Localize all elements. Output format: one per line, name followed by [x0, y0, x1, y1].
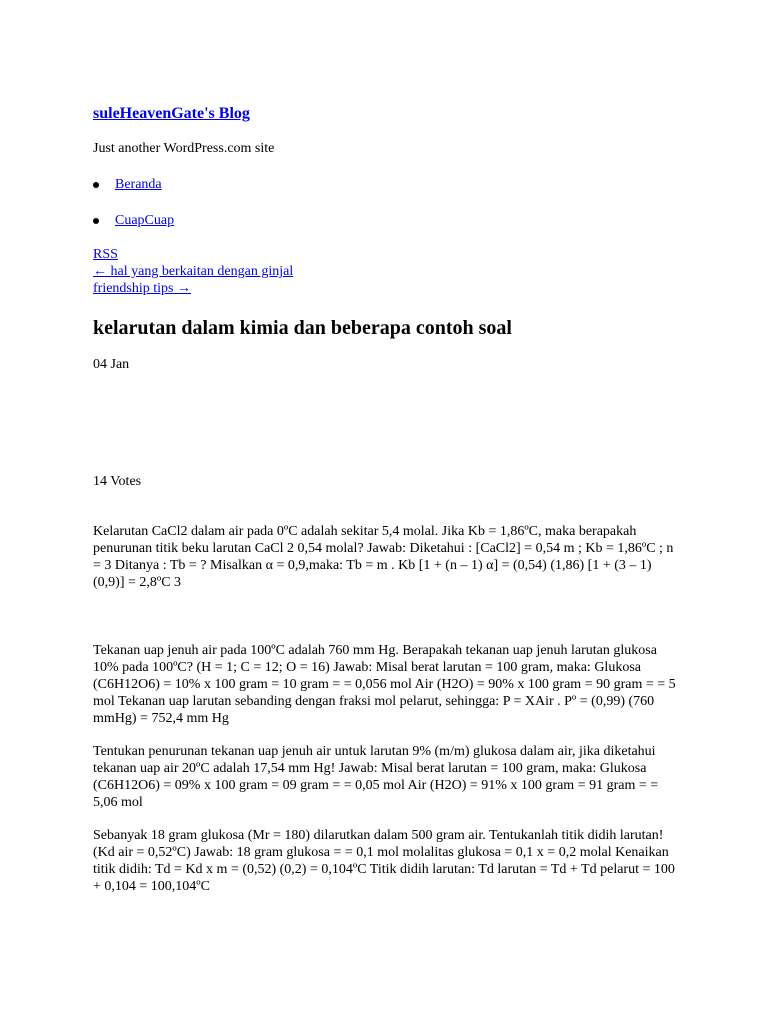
post-paragraph-1: Kelarutan CaCl2 dalam air pada 0ºC adalah sekitar 5,4 molal. Jika Kb = 1,86ºC, maka berapakah penurunan titik beku larutan CaCl 2 0,54 molal? Jawab: Diketahui : [CaCl2] = 0,54 m ; Kb = 1,86ºC ; n = 3 Ditanya : Tb = ? Misalkan α = 0,9,maka: Tb = m . Kb [1 + (n – 1) α] = (0,54) (1,86) [1 + (3 – 1) (0,9)] = 2,8ºC 3 [93, 524, 674, 590]
post-paragraph-3: Tentukan penurunan tekanan uap jenuh air untuk larutan 9% (m/m) glukosa dalam air, jika diketahui tekanan uap air 20ºC adalah 17,54 mm Hg! Jawab: Misal berat larutan = 100 gram, maka: Glukosa (C6H12O6) = 09% x 100 gram = 09 gram = = 0,05 mol Air (H2O) = 91% x 100 gram = 91 gram = = 5,06 mol [93, 744, 659, 810]
bullet-icon [93, 182, 99, 188]
post-title: kelarutan dalam kimia dan beberapa contoh soal [93, 317, 512, 339]
nav-link-beranda[interactable]: Beranda [115, 177, 162, 192]
site-tagline: Just another WordPress.com site [93, 141, 275, 156]
nav-item-cuapcuap [115, 212, 174, 229]
next-post-link[interactable]: friendship tips → [93, 281, 191, 296]
votes-count: 14 Votes [93, 474, 142, 489]
nav-item-beranda [115, 176, 162, 193]
post-paragraph-2: Tekanan uap jenuh air pada 100ºC adalah 760 mm Hg. Berapakah tekanan uap jenuh larutan glukosa 10% pada 100ºC? (H = 1; C = 12; O = 16) Jawab: Misal berat larutan = 100 gram, maka: Glukosa (C6H12O6) = 10% x 100 gram = 10 gram = = 0,056 mol Air (H2O) = 90% x 100 gram = 90 gram = = 5 mol Tekanan uap larutan sebanding dengan fraksi mol pelarut, sehingga: P = XAir . Pº = (0,99) (760 mmHg) = 752,4 mm Hg [93, 643, 676, 726]
post-date: 04 Jan [93, 357, 130, 372]
post-paragraph-4: Sebanyak 18 gram glukosa (Mr = 180) dilarutkan dalam 500 gram air. Tentukanlah titik didih larutan! (Kd air = 0,52ºC) Jawab: 18 gram glukosa = = 0,1 mol molalitas glukosa = 0,1 x = 0,2 molal Kenaikan titik didih: Td = Kd x m = (0,52) (0,2) = 0,104ºC Titik didih larutan: Td larutan = Td + Td pelarut = 100 + 0,104 = 100,104ºC [93, 828, 675, 894]
rss-link[interactable]: RSS [93, 247, 118, 262]
previous-post-link[interactable]: ← hal yang berkaitan dengan ginjal [93, 264, 294, 279]
bullet-icon [93, 218, 99, 224]
site-title-link[interactable]: suleHeavenGate's Blog [93, 105, 250, 122]
nav-link-cuapcuap[interactable]: CuapCuap [115, 213, 175, 228]
